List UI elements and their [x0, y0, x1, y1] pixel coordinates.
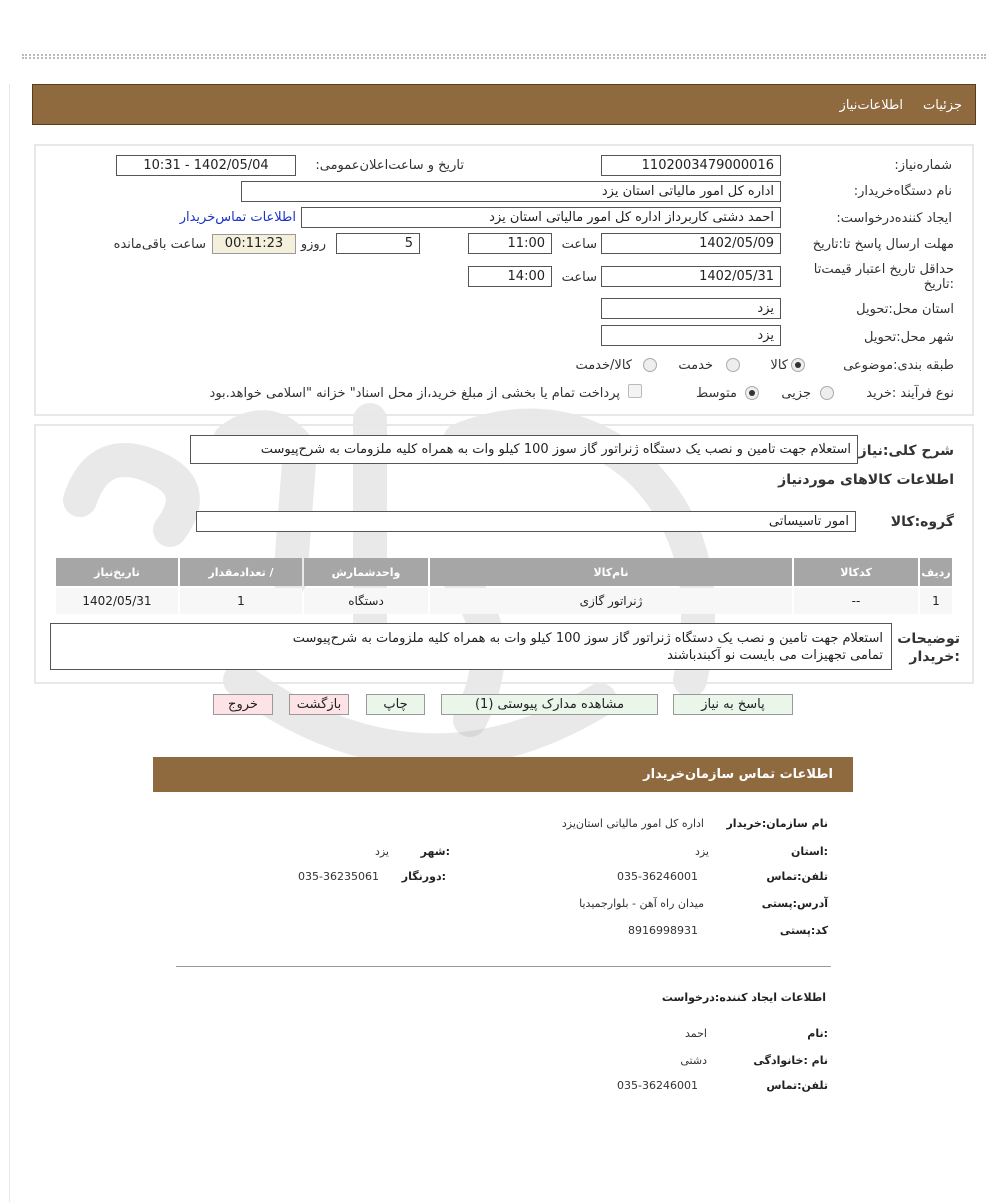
deadline-date-field: 1402/05/09 — [601, 233, 781, 254]
col-goods-name: نام‌کالا — [430, 558, 792, 586]
exit-button[interactable]: خروج — [213, 694, 273, 715]
left-border-line — [9, 84, 10, 1202]
validity-label: حداقل تاریخ اعتبار قیمت‌تا :تاریخ — [813, 262, 954, 292]
cell-quantity: 1 — [180, 588, 302, 614]
buyer-label: نام دستگاه‌خریدار: — [853, 184, 952, 199]
creator-family-value: دشتی — [680, 1054, 707, 1067]
deadline-label: مهلت ارسال پاسخ تا‌:تاریخ — [812, 237, 954, 252]
validity-time-field: 14:00 — [468, 266, 552, 287]
page-header-bar — [32, 84, 976, 125]
contact-phone-value: 035-36246001 — [617, 870, 698, 883]
org-name-value: اداره کل امور مالیاتی استان‌یزد — [561, 817, 704, 830]
city-field: یزد — [601, 325, 781, 346]
creator-label: ایجاد کننده‌درخواست: — [836, 211, 952, 226]
need-number-label: شماره‌نیاز: — [894, 158, 952, 173]
category-option-goods-service: کالا/خدمت — [575, 358, 632, 373]
description-field: استعلام جهت تامین و نصب یک دستگاه ژنراتور گاز سوز 100 کیلو وات به همراه کلیه ملزومات به شرح‌پیوست — [190, 435, 858, 464]
contact-province-label: :استان — [791, 845, 828, 858]
description-label: شرح کلی:نیاز — [858, 443, 954, 459]
cell-goods-code: -- — [794, 588, 918, 614]
buyer-notes-line-2: تمامی تجهیزات می بایست نو آکبندباشند — [667, 648, 883, 663]
col-need-date: تاریخ‌نیاز — [56, 558, 178, 586]
category-radio-goods-service[interactable] — [643, 358, 657, 372]
buyer-field: اداره کل امور مالیاتی استان یزد — [241, 181, 781, 202]
contact-section-header — [153, 757, 853, 792]
view-documents-button[interactable]: مشاهده مدارک پیوستی (1) — [441, 694, 658, 715]
back-button[interactable]: بازگشت — [289, 694, 349, 715]
buyer-contact-link[interactable]: اطلاعات تماس‌خریدار — [179, 210, 296, 225]
goods-info-title: اطلاعات کالاهای موردنیاز — [778, 472, 954, 488]
col-quantity: / تعدادمقدار — [180, 558, 302, 586]
col-row-number: ردیف — [920, 558, 952, 586]
contact-address-label: آدرس:پستی — [761, 897, 828, 910]
remaining-label: ساعت باقی‌مانده — [113, 237, 206, 252]
contact-fax-label: :دورنگار — [401, 870, 446, 883]
creator-phone-label: تلفن:تماس — [766, 1079, 828, 1092]
tab-details[interactable]: جزئیات — [923, 98, 962, 113]
cell-unit: دستگاه — [304, 588, 428, 614]
creator-phone-value: 035-36246001 — [617, 1079, 698, 1092]
validity-time-label: ساعت — [561, 270, 597, 285]
contact-address-value: میدان راه آهن - بلوارجمیدیا — [579, 897, 704, 910]
buyer-notes-box — [50, 623, 892, 670]
goods-table-wrap — [54, 556, 954, 616]
payment-checkbox[interactable] — [628, 384, 642, 398]
contact-section-title: اطلاعات تماس سازمان‌خریدار — [643, 767, 833, 782]
need-number-field: 1102003479000016 — [601, 155, 781, 176]
col-goods-code: کدکالا — [794, 558, 918, 586]
table-row — [56, 588, 952, 614]
category-radio-goods[interactable] — [791, 358, 805, 372]
city-label: شهر محل‌:تحویل — [864, 330, 954, 345]
tab-need-info[interactable]: اطلاعات‌نیاز — [839, 98, 903, 113]
creator-info-title: اطلاعات ایجاد کننده:درخواست — [661, 991, 826, 1004]
process-radio-medium[interactable] — [745, 386, 759, 400]
goods-group-field: امور تاسیساتی — [196, 511, 856, 532]
days-label: روزو — [300, 237, 326, 252]
buyer-notes-line-1: استعلام جهت تامین و نصب یک دستگاه ژنراتور گاز سوز 100 کیلو وات به همراه کلیه ملزومات به شرح‌پیوست — [292, 631, 883, 646]
process-option-minor: جزیی — [781, 386, 811, 401]
contact-city-value: یزد — [374, 845, 389, 858]
process-option-medium: متوسط — [696, 386, 737, 401]
province-field: یزد — [601, 298, 781, 319]
province-label: استان محل‌:تحویل — [856, 302, 954, 317]
contact-postal-label: کد:پستی — [779, 924, 828, 937]
contact-fax-value: 035-36235061 — [298, 870, 379, 883]
remaining-timer: 00:11:23 — [212, 234, 296, 254]
contact-province-value: یزد — [694, 845, 709, 858]
reply-button[interactable]: پاسخ به نیاز — [673, 694, 793, 715]
creator-name-value: احمد — [685, 1027, 707, 1040]
goods-table — [54, 556, 954, 616]
category-option-goods: کالا — [770, 358, 788, 373]
days-field: 5 — [336, 233, 420, 254]
validity-date-field: 1402/05/31 — [601, 266, 781, 287]
process-label: نوع فرآیند :خرید — [866, 386, 954, 401]
creator-name-label: :نام — [807, 1027, 828, 1040]
col-unit: واحدشمارش — [304, 558, 428, 586]
deadline-time-field: 11:00 — [468, 233, 552, 254]
contact-city-label: :شهر — [420, 845, 450, 858]
category-radio-service[interactable] — [726, 358, 740, 372]
cell-row-number: 1 — [920, 588, 952, 614]
deadline-time-label: ساعت — [561, 237, 597, 252]
org-name-label: نام سازمان:خریدار — [726, 817, 828, 830]
cell-goods-name: ژنراتور گازی — [430, 588, 792, 614]
announce-label: تاریخ و ساعت‌اعلان‌عمومی: — [315, 158, 464, 173]
creator-family-label: نام :خانوادگی — [753, 1054, 828, 1067]
category-option-service: خدمت — [678, 358, 713, 373]
contact-phone-label: تلفن:تماس — [766, 870, 828, 883]
announce-field: 1402/05/04 - 10:31 — [116, 155, 296, 176]
contact-divider — [176, 966, 831, 967]
print-button[interactable]: چاپ — [366, 694, 425, 715]
process-radio-minor[interactable] — [820, 386, 834, 400]
buyer-notes-label: توضیحات :خریدار — [897, 631, 960, 665]
cell-need-date: 1402/05/31 — [56, 588, 178, 614]
goods-table-header-row — [56, 558, 952, 586]
creator-field: احمد دشتی کاربرداز اداره کل امور مالیاتی استان یزد — [301, 207, 781, 228]
contact-postal-value: 8916998931 — [628, 924, 698, 937]
payment-note: پرداخت تمام یا بخشی از مبلغ خرید،از محل اسناد" خزانه "اسلامی خواهد.بود — [209, 386, 620, 401]
category-label: طبقه بندی‌:موضوعی — [843, 358, 954, 373]
goods-group-label: گروه:کالا — [890, 514, 954, 530]
top-dotted-divider — [22, 54, 986, 59]
